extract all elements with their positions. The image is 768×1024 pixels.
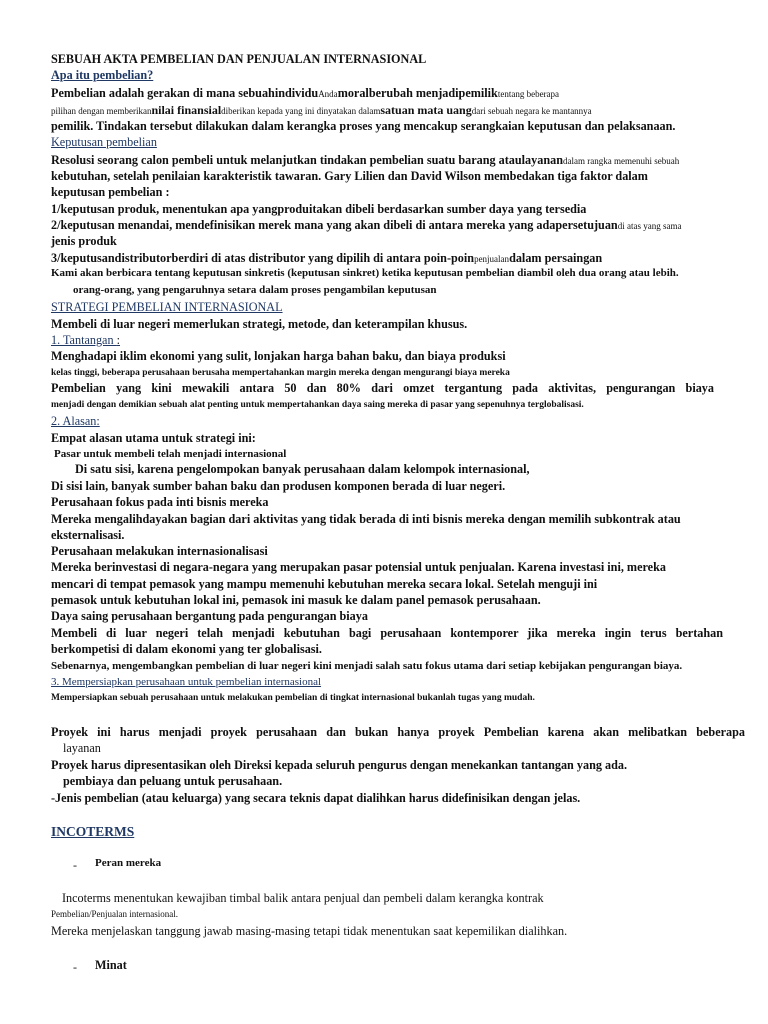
paragraph-line: mencari di tempat pemasok yang mampu memenuhi kebutuhan mereka secara lokal. Setelah menguji ini bbox=[51, 577, 598, 591]
heading-incoterms: INCOTERMS bbox=[51, 824, 135, 839]
heading-strategi: STRATEGI PEMBELIAN INTERNASIONAL bbox=[51, 300, 283, 314]
paragraph-line: Mereka berinvestasi di negara-negara yang merupakan pasar potensial untuk penjualan. Karena investasi ini, mereka bbox=[51, 560, 666, 574]
paragraph-line: Membeli di luar negeri memerlukan strategi, metode, dan keterampilan khusus. bbox=[51, 317, 468, 331]
paragraph-line: Daya saing perusahaan bergantung pada pengurangan biaya bbox=[51, 609, 368, 623]
paragraph-line: Perusahaan fokus pada inti bisnis mereka bbox=[51, 495, 269, 509]
paragraph-line: Resolusi seorang calon pembeli untuk melanjutkan tindakan pembelian suatu barang ataulayanandalam rangka memenuhi sebuah bbox=[51, 153, 680, 167]
document-title: SEBUAH AKTA PEMBELIAN DAN PENJUALAN INTERNASIONAL bbox=[51, 52, 427, 66]
paragraph-line: kebutuhan, setelah penilaian karakteristik tawaran. Gary Lilien dan David Wilson membedakan tiga faktor dalam bbox=[51, 169, 648, 183]
paragraph-line: Di sisi lain, banyak sumber bahan baku dan produsen komponen berada di luar negeri. bbox=[51, 479, 506, 493]
paragraph-line: pemilik. Tindakan tersebut dilakukan dalam kerangka proses yang mencakup serangkaian keputusan dan pelaksanaan. bbox=[51, 119, 676, 133]
paragraph-line: Empat alasan utama untuk strategi ini: bbox=[51, 431, 256, 445]
list-item-minat: Minat bbox=[95, 958, 127, 972]
paragraph-line: Pembelian yang kini mewakili antara 50 dan 80% dari omzet tergantung pada aktivitas, pengurangan biaya bbox=[51, 381, 714, 395]
paragraph-line: kelas tinggi, beberapa perusahaan berusaha mempertahankan margin mereka dengan mengurangi biaya mereka bbox=[51, 368, 510, 378]
paragraph-line: Pembelian/Penjualan internasional. bbox=[51, 909, 178, 919]
paragraph-line: Perusahaan melakukan internasionalisasi bbox=[51, 544, 268, 558]
paragraph-line: Mereka mengalihdayakan bagian dari aktivitas yang tidak berada di inti bisnis mereka dengan memilih subkontrak atau bbox=[51, 512, 681, 526]
paragraph-line: Proyek ini harus menjadi proyek perusahaan dan bukan hanya proyek Pembelian karena akan melibatkan beberapa bbox=[51, 725, 745, 739]
paragraph-line: orang-orang, yang pengaruhnya setara dalam proses pengambilan keputusan bbox=[73, 284, 437, 296]
bullet-dash: - bbox=[73, 858, 77, 872]
paragraph-line: layanan bbox=[63, 741, 101, 755]
paragraph-line: Sebenarnya, mengembangkan pembelian di luar negeri kini menjadi salah satu fokus utama dari setiap kebijakan pengurangan biaya. bbox=[51, 660, 683, 672]
paragraph-line: Di satu sisi, karena pengelompokan banyak perusahaan dalam kelompok internasional, bbox=[75, 462, 530, 476]
paragraph-line: 2/keputusan menandai, mendefinisikan merek mana yang akan dibeli di antara mereka yang adapersetujuandi atas yang sama bbox=[51, 218, 682, 232]
heading-alasan: 2. Alasan: bbox=[51, 414, 100, 428]
paragraph-line: eksternalisasi. bbox=[51, 528, 125, 542]
paragraph-line: berkompetisi di dalam ekonomi yang ter globalisasi. bbox=[51, 642, 322, 656]
paragraph-line: Kami akan berbicara tentang keputusan sinkretis (keputusan sinkret) ketika keputusan pembelian diambil oleh dua orang atau lebih. bbox=[51, 267, 679, 279]
paragraph-line: Proyek harus dipresentasikan oleh Direksi kepada seluruh pengurus dengan menekankan tantangan yang ada. bbox=[51, 758, 627, 772]
paragraph-line: Mereka menjelaskan tanggung jawab masing-masing tetapi tidak menentukan saat kepemilikan dialihkan. bbox=[51, 924, 568, 938]
paragraph-line: 3/keputusandistributorberdiri di atas distributor yang dipilih di antara poin-poinpenjualandalam persaingan bbox=[51, 251, 603, 265]
paragraph-line: -Jenis pembelian (atau keluarga) yang secara teknis dapat dialihkan harus didefinisikan dengan jelas. bbox=[51, 791, 581, 805]
paragraph-line: 1/keputusan produk, menentukan apa yangproduitakan dibeli berdasarkan sumber daya yang tersedia bbox=[51, 202, 587, 216]
bullet-dash: - bbox=[73, 960, 77, 974]
paragraph-line: pilihan dengan memberikannilai finansialdiberikan kepada yang ini dinyatakan dalamsatuan mata uangdari sebuah negara ke mantannya bbox=[51, 103, 592, 117]
paragraph-line: pemasok untuk kebutuhan lokal ini, pemasok ini masuk ke dalam panel pemasok perusahaan. bbox=[51, 593, 541, 607]
paragraph-line: Incoterms menentukan kewajiban timbal balik antara penjual dan pembeli dalam kerangka kontrak bbox=[62, 891, 544, 905]
paragraph-line: jenis produk bbox=[51, 234, 117, 248]
paragraph-line: pembiaya dan peluang untuk perusahaan. bbox=[63, 774, 283, 788]
paragraph-line: Pembelian adalah gerakan di mana sebuahindividuAndamoralberubah menjadipemiliktentang beberapa bbox=[51, 86, 560, 100]
heading-apa-itu-pembelian: Apa itu pembelian? bbox=[51, 68, 154, 82]
paragraph-line: Mempersiapkan sebuah perusahaan untuk melakukan pembelian di tingkat internasional bukanlah tugas yang mudah. bbox=[51, 693, 535, 703]
list-item-peran-mereka: Peran mereka bbox=[95, 857, 162, 869]
paragraph-line: Pasar untuk membeli telah menjadi internasional bbox=[54, 448, 287, 460]
heading-mempersiapkan: 3. Mempersiapkan perusahaan untuk pembelian internasional bbox=[51, 676, 322, 688]
heading-tantangan: 1. Tantangan : bbox=[51, 333, 120, 347]
paragraph-line: Membeli di luar negeri telah menjadi kebutuhan bagi perusahaan kontemporer jika mereka ingin terus bertahan bbox=[51, 626, 723, 640]
paragraph-line: menjadi dengan demikian sebuah alat penting untuk mempertahankan daya saing mereka di pasar yang sepenuhnya terglobalisasi. bbox=[51, 400, 584, 410]
paragraph-line: keputusan pembelian : bbox=[51, 185, 170, 199]
paragraph-line: Menghadapi iklim ekonomi yang sulit, lonjakan harga bahan baku, dan biaya produksi bbox=[51, 349, 506, 363]
heading-keputusan-pembelian: Keputusan pembelian bbox=[51, 135, 157, 149]
